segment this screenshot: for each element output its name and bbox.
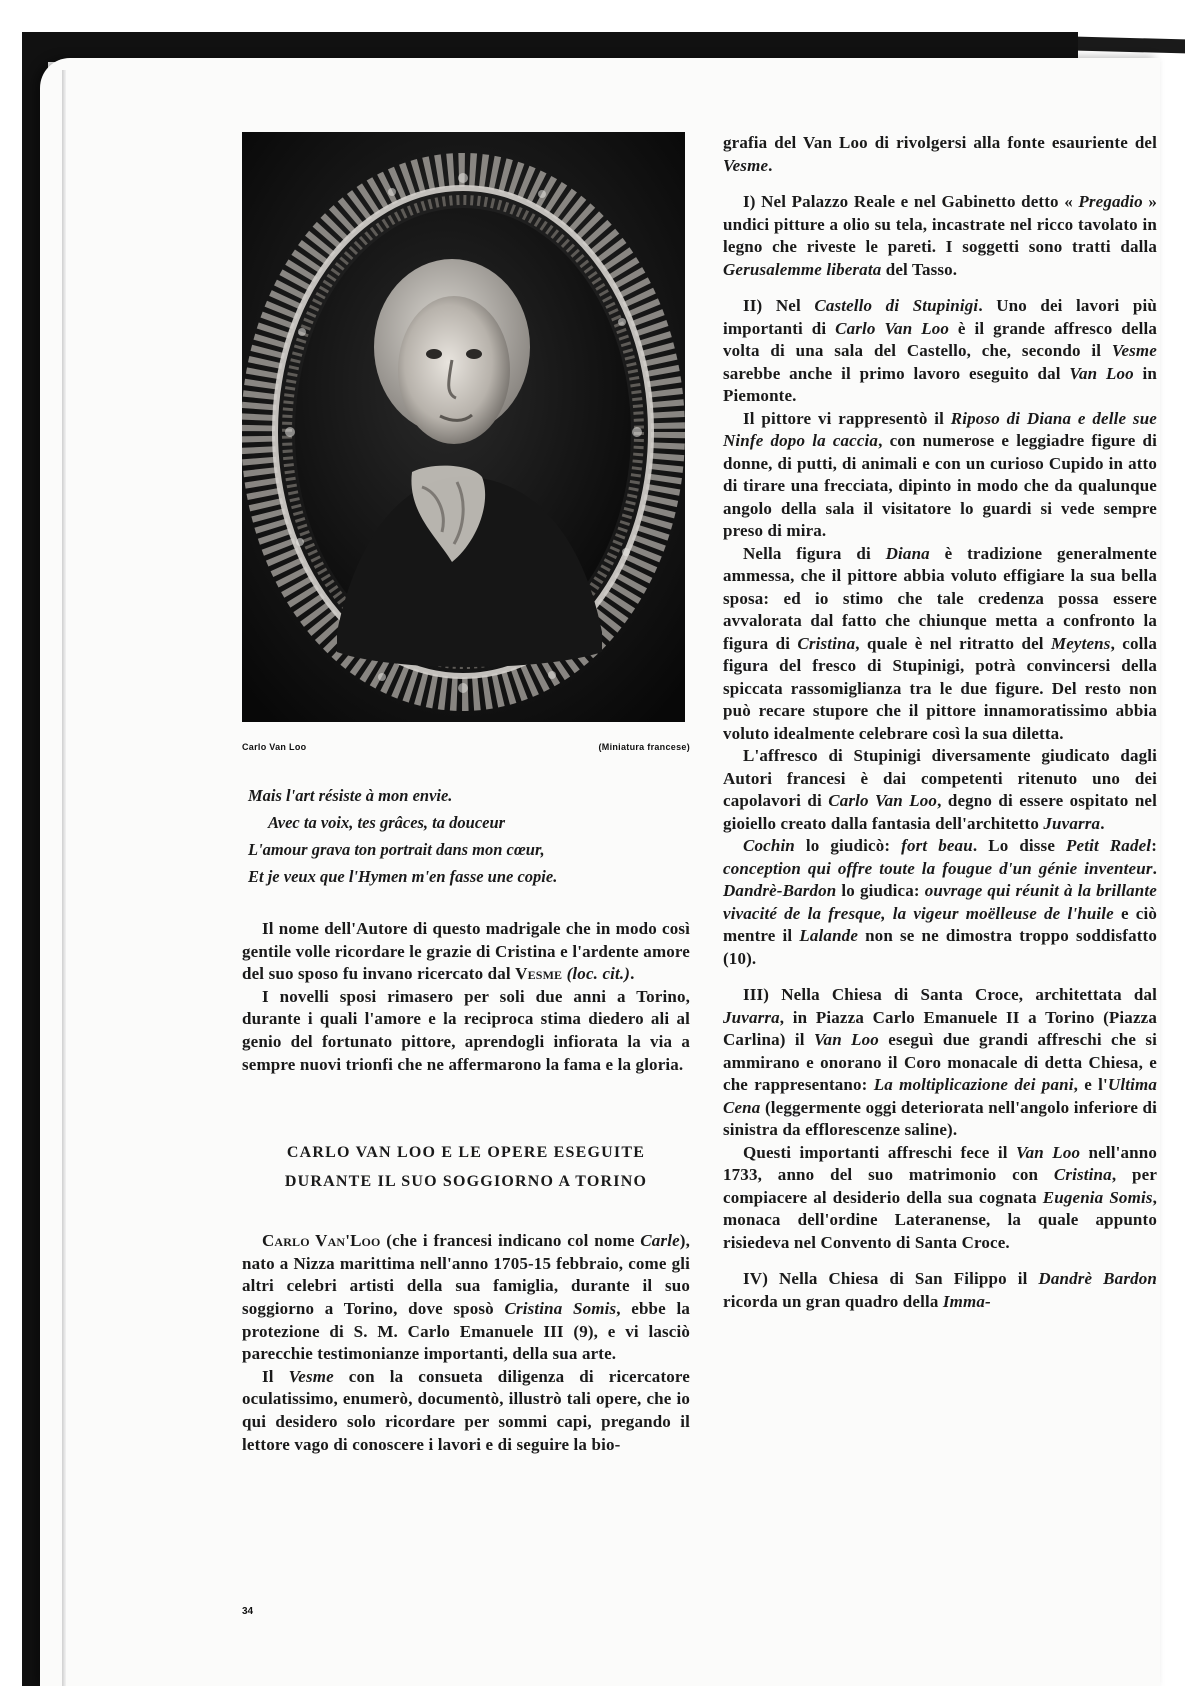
scan-top-border-right	[1078, 37, 1185, 54]
portrait-miniature	[242, 132, 685, 722]
portrait-eye-right	[466, 349, 482, 359]
portrait-image	[242, 132, 685, 722]
madrigal-verse	[242, 782, 690, 890]
section-heading: CARLO VAN LOO E LE OPERE ESEGUITE DURANTE IL SUO SOGGIORNO A TORINO	[284, 1144, 648, 1191]
paragraph: Il nome dell'Autore di questo madrigale che in modo così gentile volle ricordare le grazie di Cristina e l'ardente amore del suo sposo fu invano ricercato dal Vesme (loc. cit.).	[242, 919, 690, 984]
caption-subject: Carlo Van Loo	[242, 742, 307, 752]
verse-line: L'amour grava ton portrait dans mon cœur,	[248, 840, 545, 859]
paragraph: IV) Nella Chiesa di San Filippo il Dandrè Bardon ricorda un gran quadro della Imma-	[723, 1269, 1157, 1311]
paragraph: II) Nel Castello di Stupinigi. Uno dei lavori più importanti di Carlo Van Loo è il grande affresco della volta di una sala del Castello, che, secondo il Vesme sarebbe anche il primo lavoro eseguito dal Van Loo in Piemonte.	[723, 296, 1157, 405]
verse-line: Mais l'art résiste à mon envie.	[248, 786, 453, 805]
caption-credit: (Miniatura francese)	[598, 742, 690, 752]
paragraph: Il pittore vi rappresentò il Riposo di Diana e delle sue Ninfe dopo la caccia, con numerose e leggiadre figure di donne, di putti, di animali e con un curioso Cupido in atto di tirare una frecciata, dipinto in modo che da qualunque angolo della sala il visitatore lo guardi si vede sempre preso di mira.	[723, 408, 1157, 540]
figure-caption	[242, 742, 690, 752]
paragraph: III) Nella Chiesa di Santa Croce, architettata dal Juvarra, in Piazza Carlo Emanuele II a Torino (Piazza Carlina) il Van Loo eseguì due grandi affreschi che si ammirano e onorano il Coro monacale di detta Chiesa, e che rappresentano: La moltiplicazione dei pani, e l'Ultima Cena (leggermente oggi deteriorata nell'angolo inferiore di sinistra da efflorescenze saline).	[723, 985, 1157, 1139]
paragraph: Questi importanti affreschi fece il Van Loo nell'anno 1733, anno del suo matrimonio con Cristina, per compiacere al desiderio della sua cognata Eugenia Somis, monaca dell'ordine Lateranense, la quale appunto risiedeva nel Convento di Santa Croce.	[723, 1142, 1158, 1252]
paragraph: L'affresco di Stupinigi diversamente giudicato dagli Autori francesi è dai competenti ritenuto uno dei capolavori di Carlo Van Loo, degno di essere ospitato nel gioiello creato dalla fantasia dell'architetto Juvarra.	[723, 746, 1157, 833]
paragraph: grafia del Van Loo di rivolgersi alla fonte esauriente del Vesme.	[723, 133, 1157, 175]
portrait-face	[398, 296, 510, 444]
page-number: 34	[242, 1606, 254, 1617]
paragraph: Cochin lo giudicò: fort beau. Lo disse Petit Radel: conception qui offre toute la fougue d'un génie inventeur. Dandrè-Bardon lo giudica: ouvrage qui réunit à la brillante vivacité de la fresque, la vigeur moëlleuse de l'huile e ciò mentre il Lalande non se ne dimostra troppo soddisfatto (10).	[723, 836, 1157, 968]
verse-line: Et je veux que l'Hymen m'en fasse une copie.	[248, 867, 558, 886]
portrait-eye-left	[426, 349, 442, 359]
paragraph: Il Vesme con la consueta diligenza di ricercatore oculatissimo, enumerò, documentò, illustrò tali opere, che io qui desidero solo ricordare per sommi capi, pregando il lettore vago di conoscere i lavori e di seguire la bio-	[242, 1366, 690, 1454]
paragraph: Nella figura di Diana è tradizione generalmente ammessa, che il pittore abbia voluto effigiare la sua bella sposa: ed io stimo che tale credenza possa essere avvalorata dal fatto che chiunque metta a confronto la figura di Cristina, quale è nel ritratto del Meytens, colla figura del fresco di Stupinigi, potrà convincersi della spiccata rassomiglianza tra le due figure. Del resto non può recare stupore che il pittore innamoratissimo abbia voluto idealmente celebrare così la sua diletta.	[723, 543, 1158, 743]
paragraph: I novelli sposi rimasero per soli due anni a Torino, durante i quali l'amore e la reciproca stima diedero ali al genio del fortunato pittore, aprendogli infiorata la via a sempre nuovi trionfi che ne affermarono la fama e la gloria.	[242, 986, 690, 1074]
paragraph: Carlo Van'Loo (che i francesi indicano col nome Carle), nato a Nizza marittima nell'anno 1705-15 febbraio, come gli altri celebri artisti della sua famiglia, durante il suo soggiorno a Torino, dove sposò Cristina Somis, ebbe la protezione di S. M. Carlo Emanuele III (9), e vi lasciò parecchie testimonianze importanti, della sua arte.	[242, 1231, 690, 1364]
verse-line: Avec ta voix, tes grâces, ta douceur	[268, 813, 506, 832]
paragraph: I) Nel Palazzo Reale e nel Gabinetto detto « Pregadio » undici pitture a olio su tela, incastrate nel ricco tavolato in legno che riveste le pareti. I soggetti sono tratti dalla Gerusalemme liberata del Tasso.	[723, 192, 1157, 279]
left-column	[242, 132, 690, 1456]
page-gutter-edge	[62, 70, 66, 1686]
right-column	[723, 132, 1157, 1313]
